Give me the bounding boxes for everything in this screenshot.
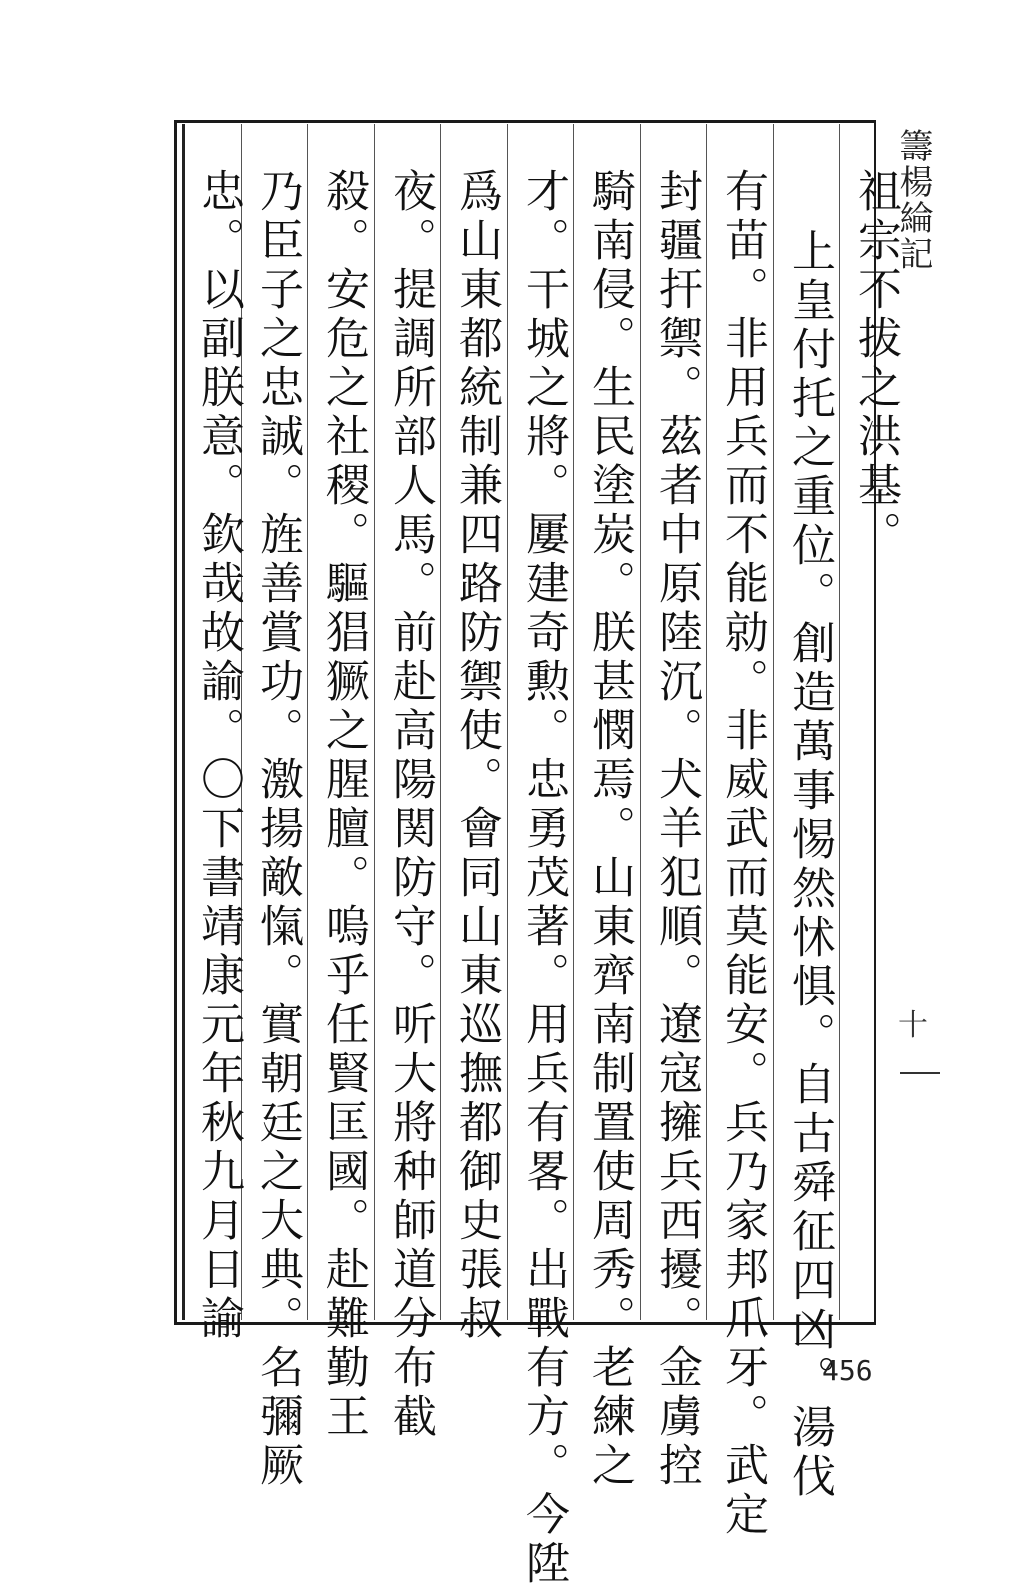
margin-rule — [900, 1072, 940, 1074]
column-rule — [440, 124, 441, 1320]
margin-title: 籌楊綸記 — [893, 128, 933, 272]
text-column-10: 乃臣子之忠誠。旌善賞功。激揚敵愾。實朝廷之大典。名彌厥 — [252, 168, 303, 1491]
text-column-3: 有苗。非用兵而不能勍。非威武而莫能安。兵乃家邦爪牙。武定 — [717, 168, 768, 1540]
text-column-7: 爲山東都統制兼四路防禦使。會同山東巡撫都御史張叔 — [451, 168, 502, 1344]
text-column-8: 夜。提調所部人馬。前赴高陽関防守。听大將种師道分布截 — [385, 168, 436, 1442]
column-rule — [507, 124, 508, 1320]
text-column-6: 才。干城之將。屢建奇勲。忠勇茂著。用兵有畧。出戰有方。今陞 — [518, 168, 569, 1589]
text-column-2: 上皇付托之重位。創造萬事惕然怵惧。自古舜征四凶。湯伐 — [784, 228, 835, 1502]
column-rule — [640, 124, 641, 1320]
column-rule — [773, 124, 774, 1320]
column-rule — [706, 124, 707, 1320]
text-column-1: 祖宗不拔之洪基。 — [850, 168, 901, 560]
text-column-5: 騎南侵。生民塗炭。朕甚憫焉。山東齊南制置使周秀。老練之 — [584, 168, 635, 1491]
column-rule — [307, 124, 308, 1320]
column-rule — [374, 124, 375, 1320]
column-rule — [573, 124, 574, 1320]
margin-mark: 十 — [898, 1008, 928, 1043]
text-column-9: 殺。安危之社稷。驅猖獗之腥膻。嗚乎任賢匡國。赴難勤王 — [318, 168, 369, 1442]
page-number: 456 — [822, 1354, 873, 1387]
frame-inner-border — [182, 124, 185, 1320]
text-column-11: 忠。以副朕意。欽哉故諭。〇下書靖康元年秋九月日諭 — [193, 168, 244, 1344]
column-rule — [839, 124, 840, 1320]
text-column-4: 封疆扞禦。茲者中原陸沉。犬羊犯順。遼寇擁兵西擾。金虜控 — [651, 168, 702, 1491]
